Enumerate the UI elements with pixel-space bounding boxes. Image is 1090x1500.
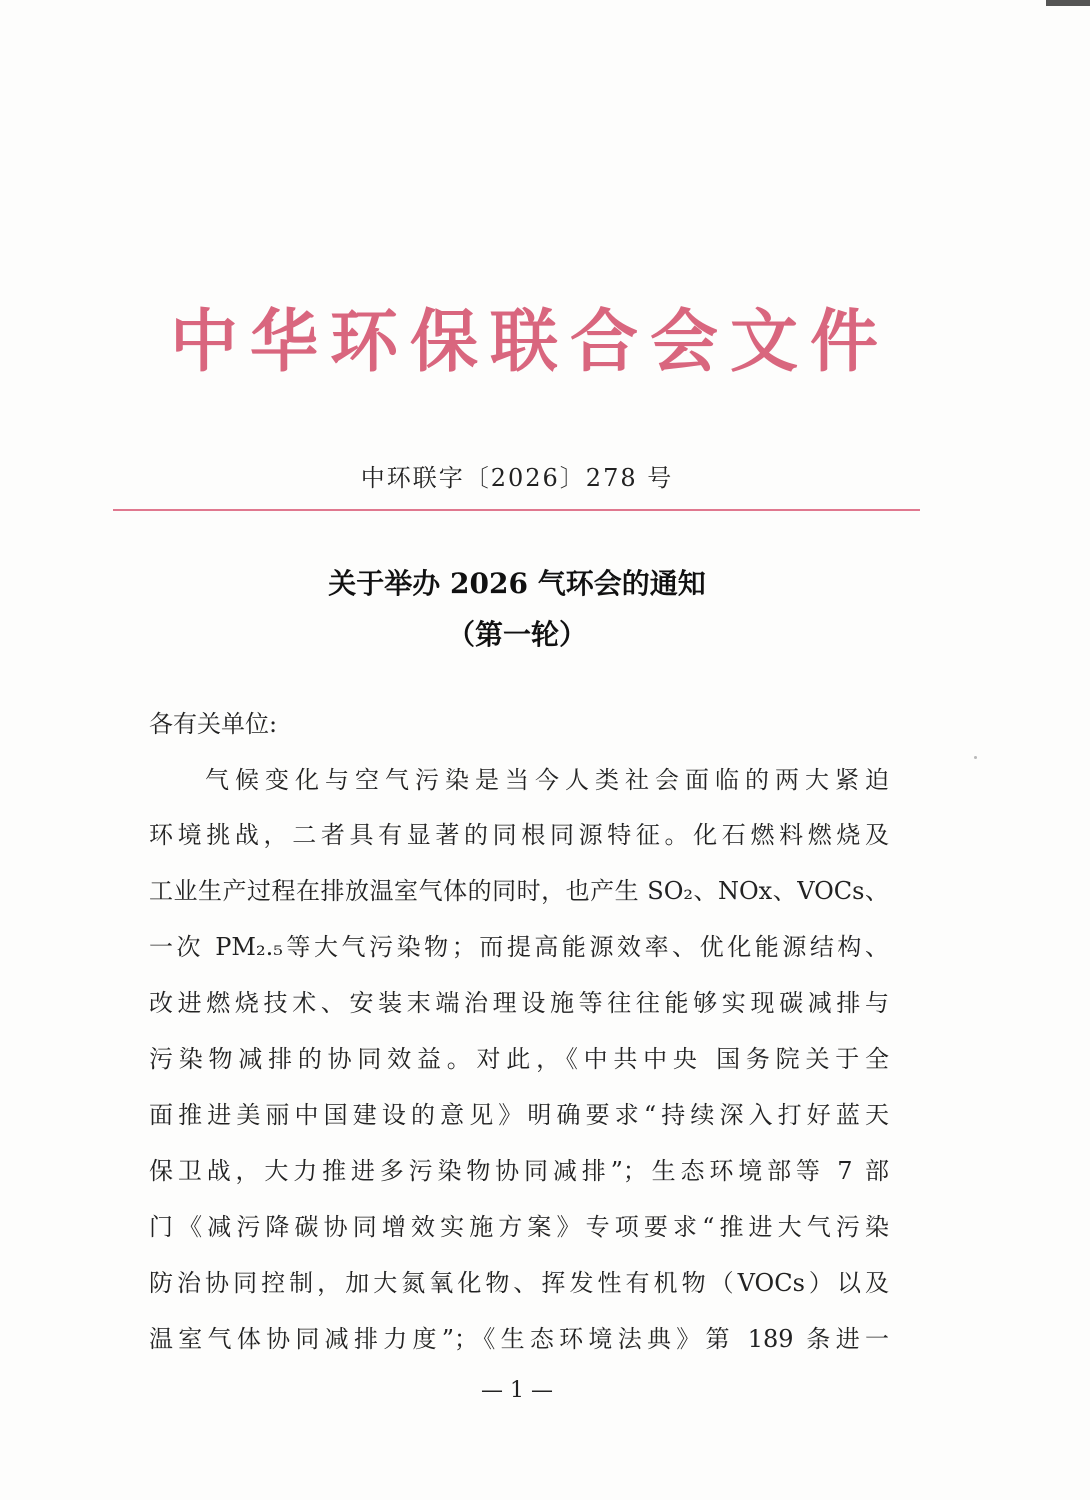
body-line: 保卫战，大力推进多污染物协同减排”；生态环境部等 7 部 [149, 1157, 889, 1185]
body-line: 污染物减排的协同效益。对此，《中共中央 国务院关于全 [149, 1045, 889, 1073]
body-line: 门《减污降碳协同增效实施方案》专项要求“推进大气污染 [149, 1213, 889, 1241]
notice-title: 关于举办 2026 气环会的通知 [328, 567, 706, 600]
body-line: 改进燃烧技术、安装末端治理设施等往往能够实现碳减排与 [149, 989, 889, 1017]
body-line: 面推进美丽中国建设的意见》明确要求“持续深入打好蓝天 [149, 1101, 889, 1129]
document-number: 中环联字〔2026〕278 号 [360, 464, 674, 492]
scan-corner-mark [1046, 0, 1090, 6]
scan-speck [974, 756, 977, 759]
org-header-title: 中华环保联合会文件 [169, 303, 890, 382]
salutation: 各有关单位: [149, 710, 278, 738]
body-line: 环境挑战，二者具有显著的同根同源特征。化石燃料燃烧及 [149, 821, 889, 849]
notice-round-subtitle: （第一轮） [446, 618, 587, 651]
red-separator-line [113, 509, 920, 511]
page-number: — 1 — [481, 1378, 553, 1403]
body-line: 一次 PM₂.₅等大气污染物；而提高能源效率、优化能源结构、 [149, 933, 889, 961]
body-line: 工业生产过程在排放温室气体的同时，也产生 SO₂、NOx、VOCs、 [149, 877, 889, 905]
body-line: 温室气体协同减排力度”；《生态环境法典》第 189 条进一 [149, 1325, 889, 1353]
body-line: 防治协同控制，加大氮氧化物、挥发性有机物（VOCs）以及 [149, 1269, 889, 1297]
body-line: 气候变化与空气污染是当今人类社会面临的两大紧迫 [205, 766, 889, 794]
